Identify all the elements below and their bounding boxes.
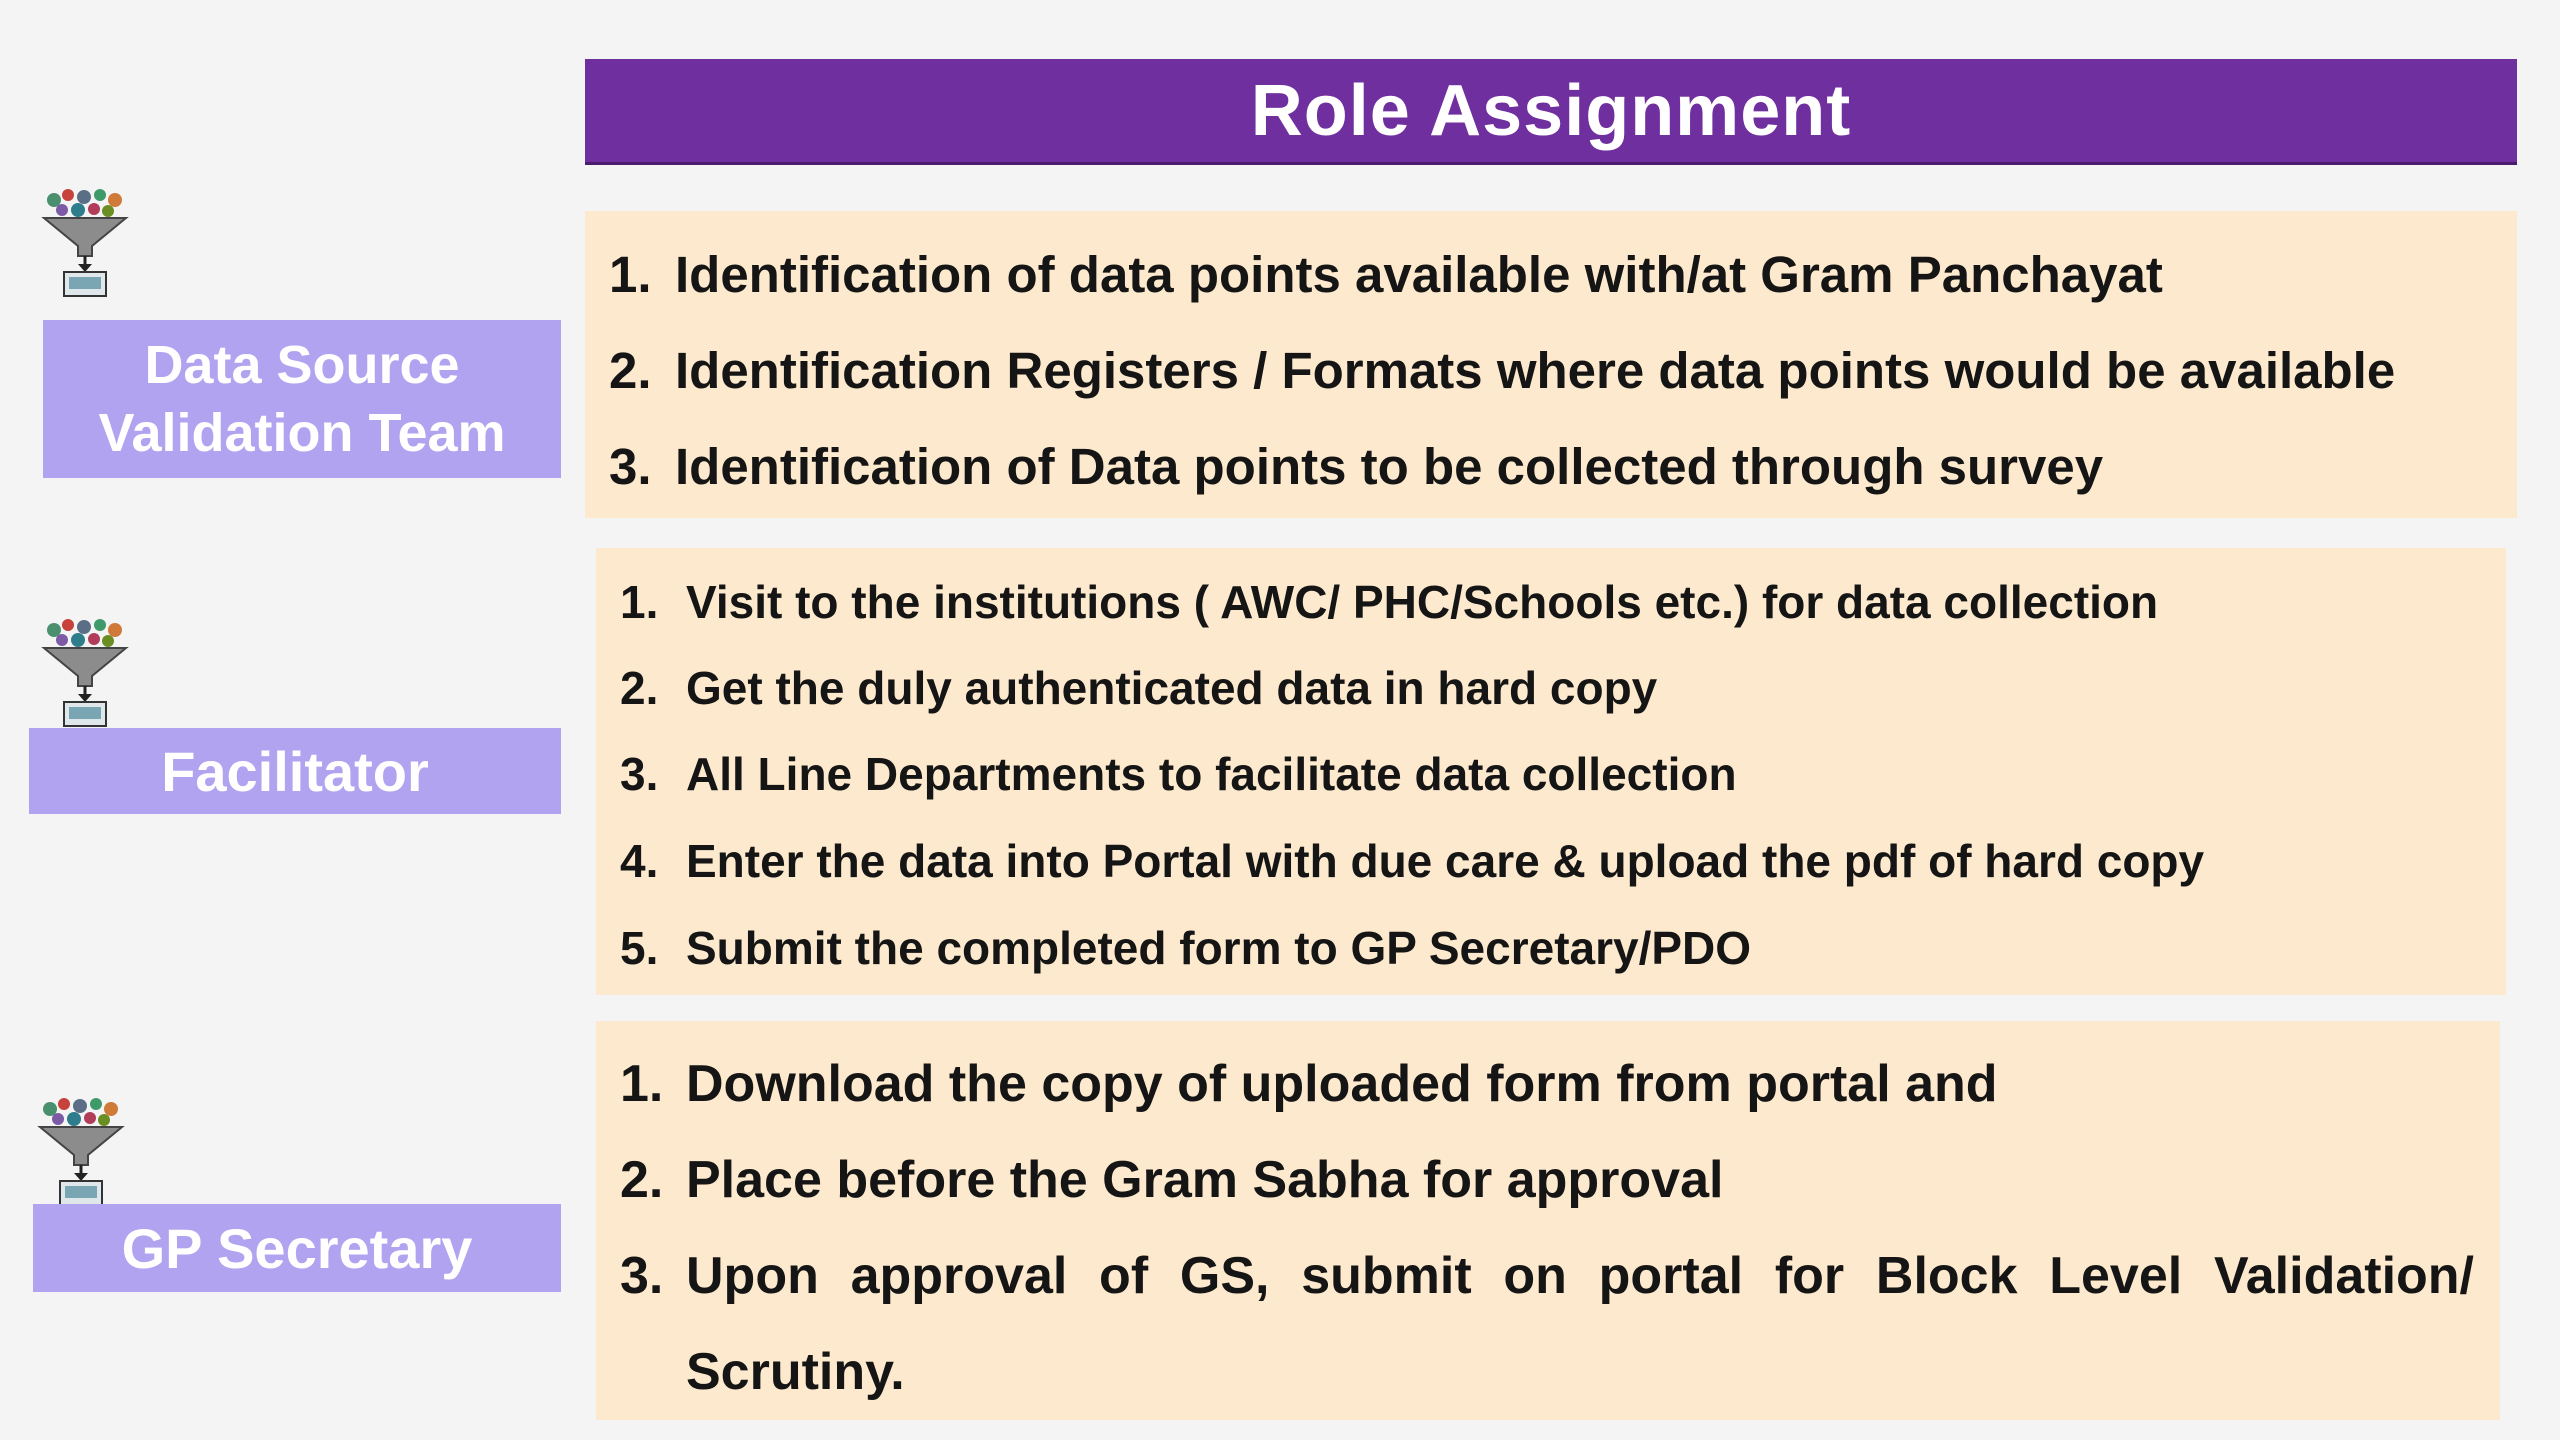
data-funnel-monitor-icon	[36, 1097, 126, 1207]
task-item: 3. Identification of Data points to be collected through survey	[609, 438, 2104, 495]
role-label-line: GP Secretary	[121, 1216, 473, 1280]
data-funnel-monitor-icon	[40, 188, 130, 298]
role-label-line: Data Source	[144, 335, 460, 395]
task-panel-facilitator	[596, 548, 2506, 995]
task-item: 1. Download the copy of uploaded form from portal and	[620, 1055, 1998, 1113]
role-label-line: Validation Team	[98, 403, 506, 463]
task-item: 1. Identification of data points available with/at Gram Panchayat	[609, 246, 2163, 303]
task-item: 2. Identification Registers / Formats where data points would be available	[609, 342, 2396, 399]
task-panel-data-source-validation-team	[585, 211, 2517, 518]
role-label-data-source-validation-team	[43, 320, 561, 478]
role-label-gp-secretary	[33, 1204, 561, 1292]
task-item: 2. Place before the Gram Sabha for approval	[620, 1151, 1724, 1209]
task-item: 4. Enter the data into Portal with due care & upload the pdf of hard copy	[620, 835, 2205, 887]
task-item: Scrutiny.	[686, 1343, 905, 1401]
task-item: 2. Get the duly authenticated data in hard copy	[620, 662, 1658, 714]
role-label-line: Facilitator	[161, 739, 429, 803]
task-item: 3. Upon approval of GS, submit on portal for Block Level Validation/	[620, 1247, 2474, 1305]
page-title: Role Assignment	[1250, 70, 1852, 151]
data-funnel-monitor-icon	[40, 618, 130, 728]
task-item: 1. Visit to the institutions ( AWC/ PHC/Schools etc.) for data collection	[620, 576, 2159, 628]
title-bar	[585, 59, 2517, 165]
task-item: 3. All Line Departments to facilitate data collection	[620, 748, 1737, 800]
role-label-facilitator	[29, 728, 561, 814]
task-item: 5. Submit the completed form to GP Secretary/PDO	[620, 922, 1752, 974]
task-panel-gp-secretary	[596, 1021, 2500, 1420]
